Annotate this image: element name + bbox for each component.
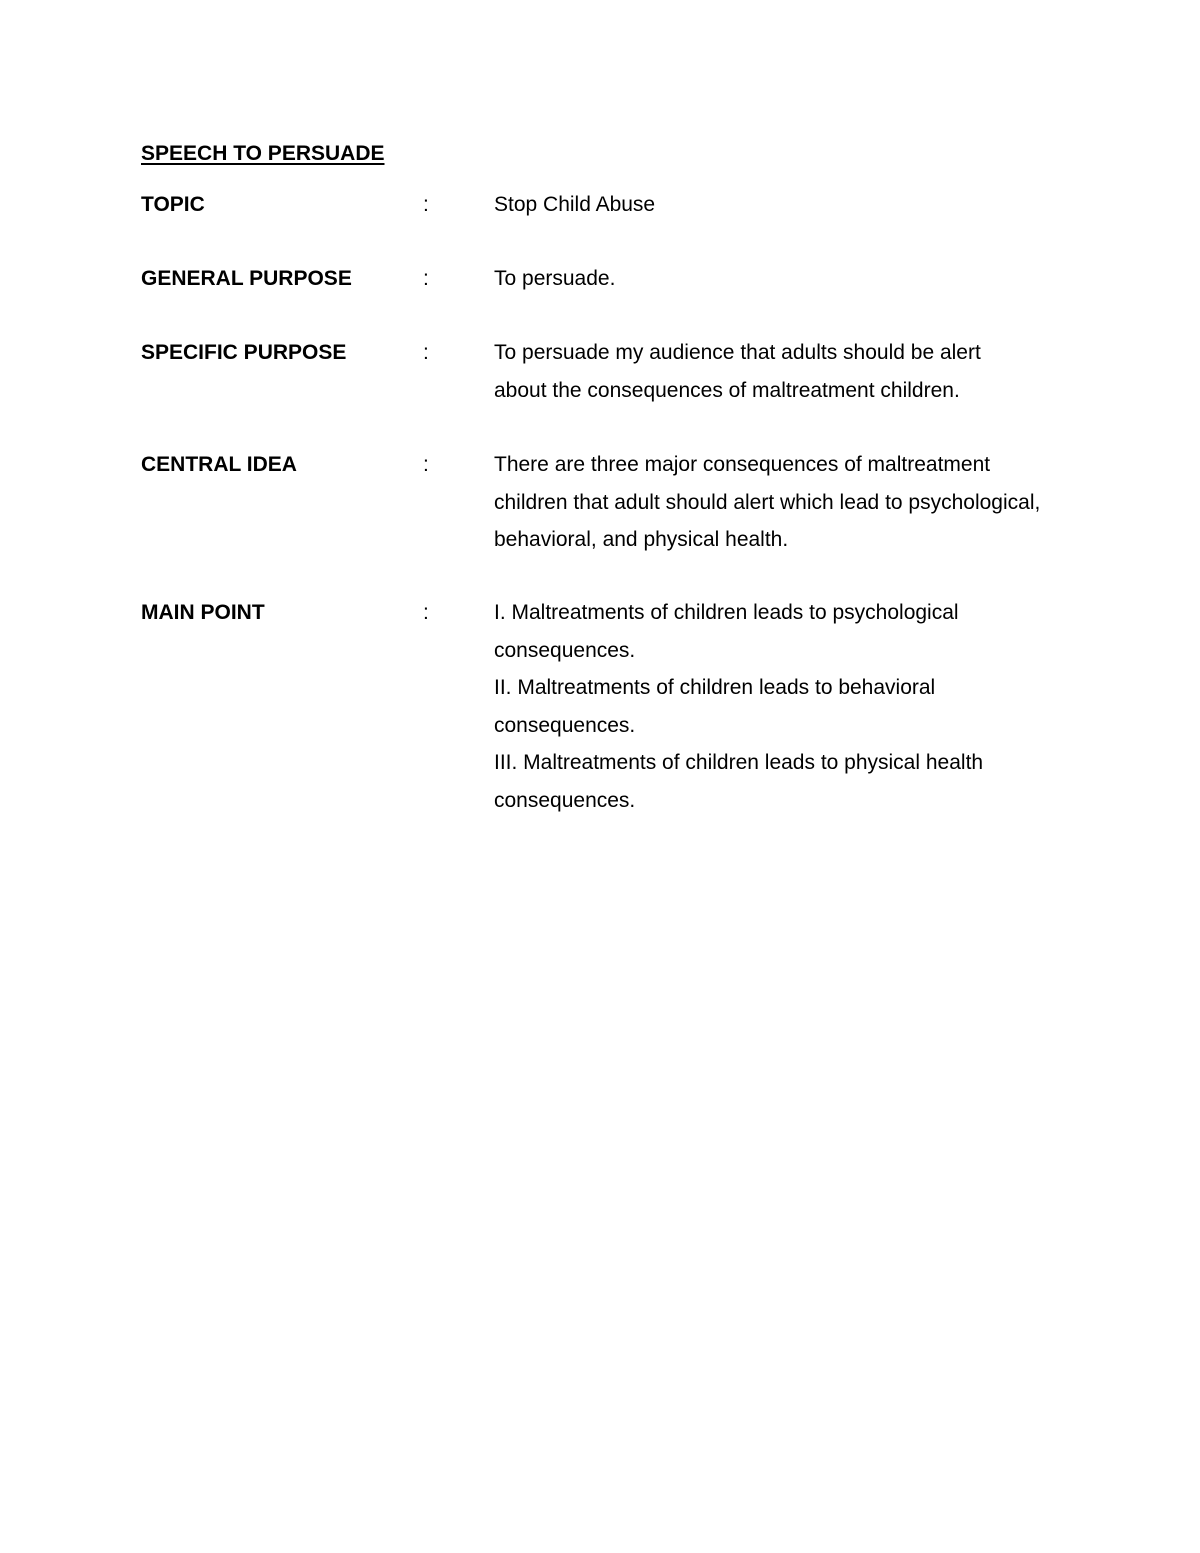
value-line: There are three major consequences of maltreatment [494, 453, 991, 476]
field-label-general-purpose: GENERAL PURPOSE [141, 267, 352, 290]
value-line: about the consequences of maltreatment children. [494, 378, 960, 402]
field-value-central-idea [494, 446, 1074, 559]
field-label-topic: TOPIC [141, 193, 205, 216]
value-line: Stop Child Abuse [494, 193, 656, 216]
field-value-general-purpose [494, 260, 1074, 298]
main-point-1-line: I. Maltreatments of children leads to psychological [494, 601, 959, 624]
field-colon: : [423, 453, 429, 476]
main-point-3-line: consequences. [494, 788, 636, 812]
document-title: SPEECH TO PERSUADE [141, 142, 385, 165]
field-colon: : [423, 341, 429, 364]
field-label-central-idea: CENTRAL IDEA [141, 453, 297, 476]
value-line: children that adult should alert which lead to psychological, [494, 490, 1041, 514]
field-colon: : [423, 267, 429, 290]
field-colon: : [423, 601, 429, 624]
main-point-1-line: consequences. [494, 638, 636, 662]
value-line: behavioral, and physical health. [494, 528, 789, 551]
value-line: To persuade. [494, 267, 616, 290]
field-colon: : [423, 193, 429, 216]
main-point-2-line: II. Maltreatments of children leads to behavioral [494, 676, 936, 699]
value-line: To persuade my audience that adults should be alert [494, 341, 981, 364]
field-value-main-point [494, 594, 1074, 819]
field-label-main-point: MAIN POINT [141, 601, 265, 624]
main-point-2-line: consequences. [494, 713, 636, 737]
field-value-topic [494, 186, 1074, 224]
field-value-specific-purpose [494, 334, 1074, 409]
field-label-specific-purpose: SPECIFIC PURPOSE [141, 341, 347, 364]
main-point-3-line: III. Maltreatments of children leads to physical health [494, 751, 984, 774]
